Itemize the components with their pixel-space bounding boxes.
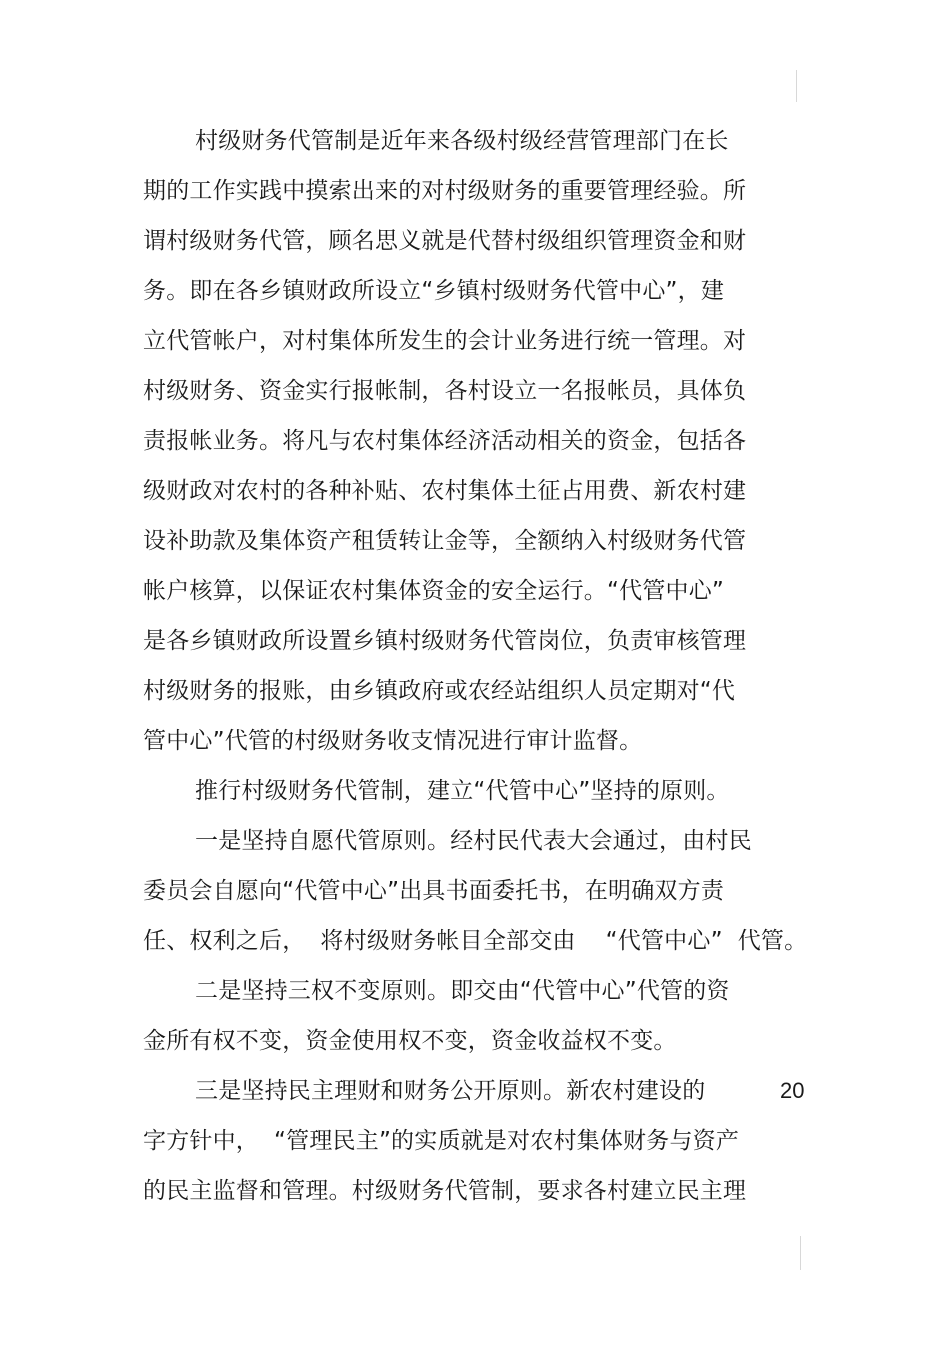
text-line-2: 期的工作实践中摸索出来的对村级财务的重要管理经验。所	[143, 178, 747, 204]
text-line-19: 金所有权不变，资金使用权不变，资金收益权不变。	[143, 1028, 677, 1054]
text-line-21: 字方针中， “管理民主”的实质就是对农村集体财务与资产	[143, 1128, 740, 1154]
text-line-15: 一是坚持自愿代管原则。经村民代表大会通过，由村民	[195, 828, 752, 854]
text-line-3: 谓村级财务代管，顾名思义就是代替村级组织管理资金和财	[143, 228, 747, 254]
text-line-10: 帐户核算，以保证农村集体资金的安全运行。“代管中心”	[143, 578, 725, 604]
text-line-7: 责报帐业务。将凡与农村集体经济活动相关的资金，包括各	[143, 428, 747, 454]
text-line-22: 的民主监督和管理。村级财务代管制，要求各村建立民主理	[143, 1178, 747, 1204]
scan-edge-mark-bottom	[800, 1236, 801, 1270]
text-line-11: 是各乡镇财政所设置乡镇村级财务代管岗位，负责审核管理	[143, 628, 747, 654]
text-line-20: 三是坚持民主理财和财务公开原则。新农村建设的	[195, 1078, 706, 1104]
text-line-18: 二是坚持三权不变原则。即交由“代管中心”代管的资	[195, 978, 730, 1004]
text-line-5: 立代管帐户，对村集体所发生的会计业务进行统一管理。对	[143, 328, 747, 354]
margin-number: 20	[780, 1078, 805, 1103]
text-line-6: 村级财务、资金实行报帐制，各村设立一名报帐员，具体负	[143, 378, 747, 404]
text-line-16: 委员会自愿向“代管中心”出具书面委托书，在明确双方责	[143, 878, 725, 904]
scan-edge-mark-top	[796, 70, 797, 102]
text-line-8: 级财政对农村的各种补贴、农村集体土征占用费、新农村建	[143, 478, 747, 504]
text-line-1: 村级财务代管制是近年来各级村级经营管理部门在长	[195, 128, 729, 154]
text-line-4: 务。即在各乡镇财政所设立“乡镇村级财务代管中心”，建	[143, 278, 725, 304]
text-line-9: 设补助款及集体资产租赁转让金等，全额纳入村级财务代管	[143, 528, 747, 554]
text-line-13: 管中心”代管的村级财务收支情况进行审计监督。	[143, 728, 643, 754]
text-line-14: 推行村级财务代管制，建立“代管中心”坚持的原则。	[195, 778, 730, 804]
text-line-17: 任、权利之后， 将村级财务帐目全部交由 “代管中心” 代管。	[143, 928, 808, 954]
text-line-12: 村级财务的报账，由乡镇政府或农经站组织人员定期对“代	[143, 678, 736, 704]
